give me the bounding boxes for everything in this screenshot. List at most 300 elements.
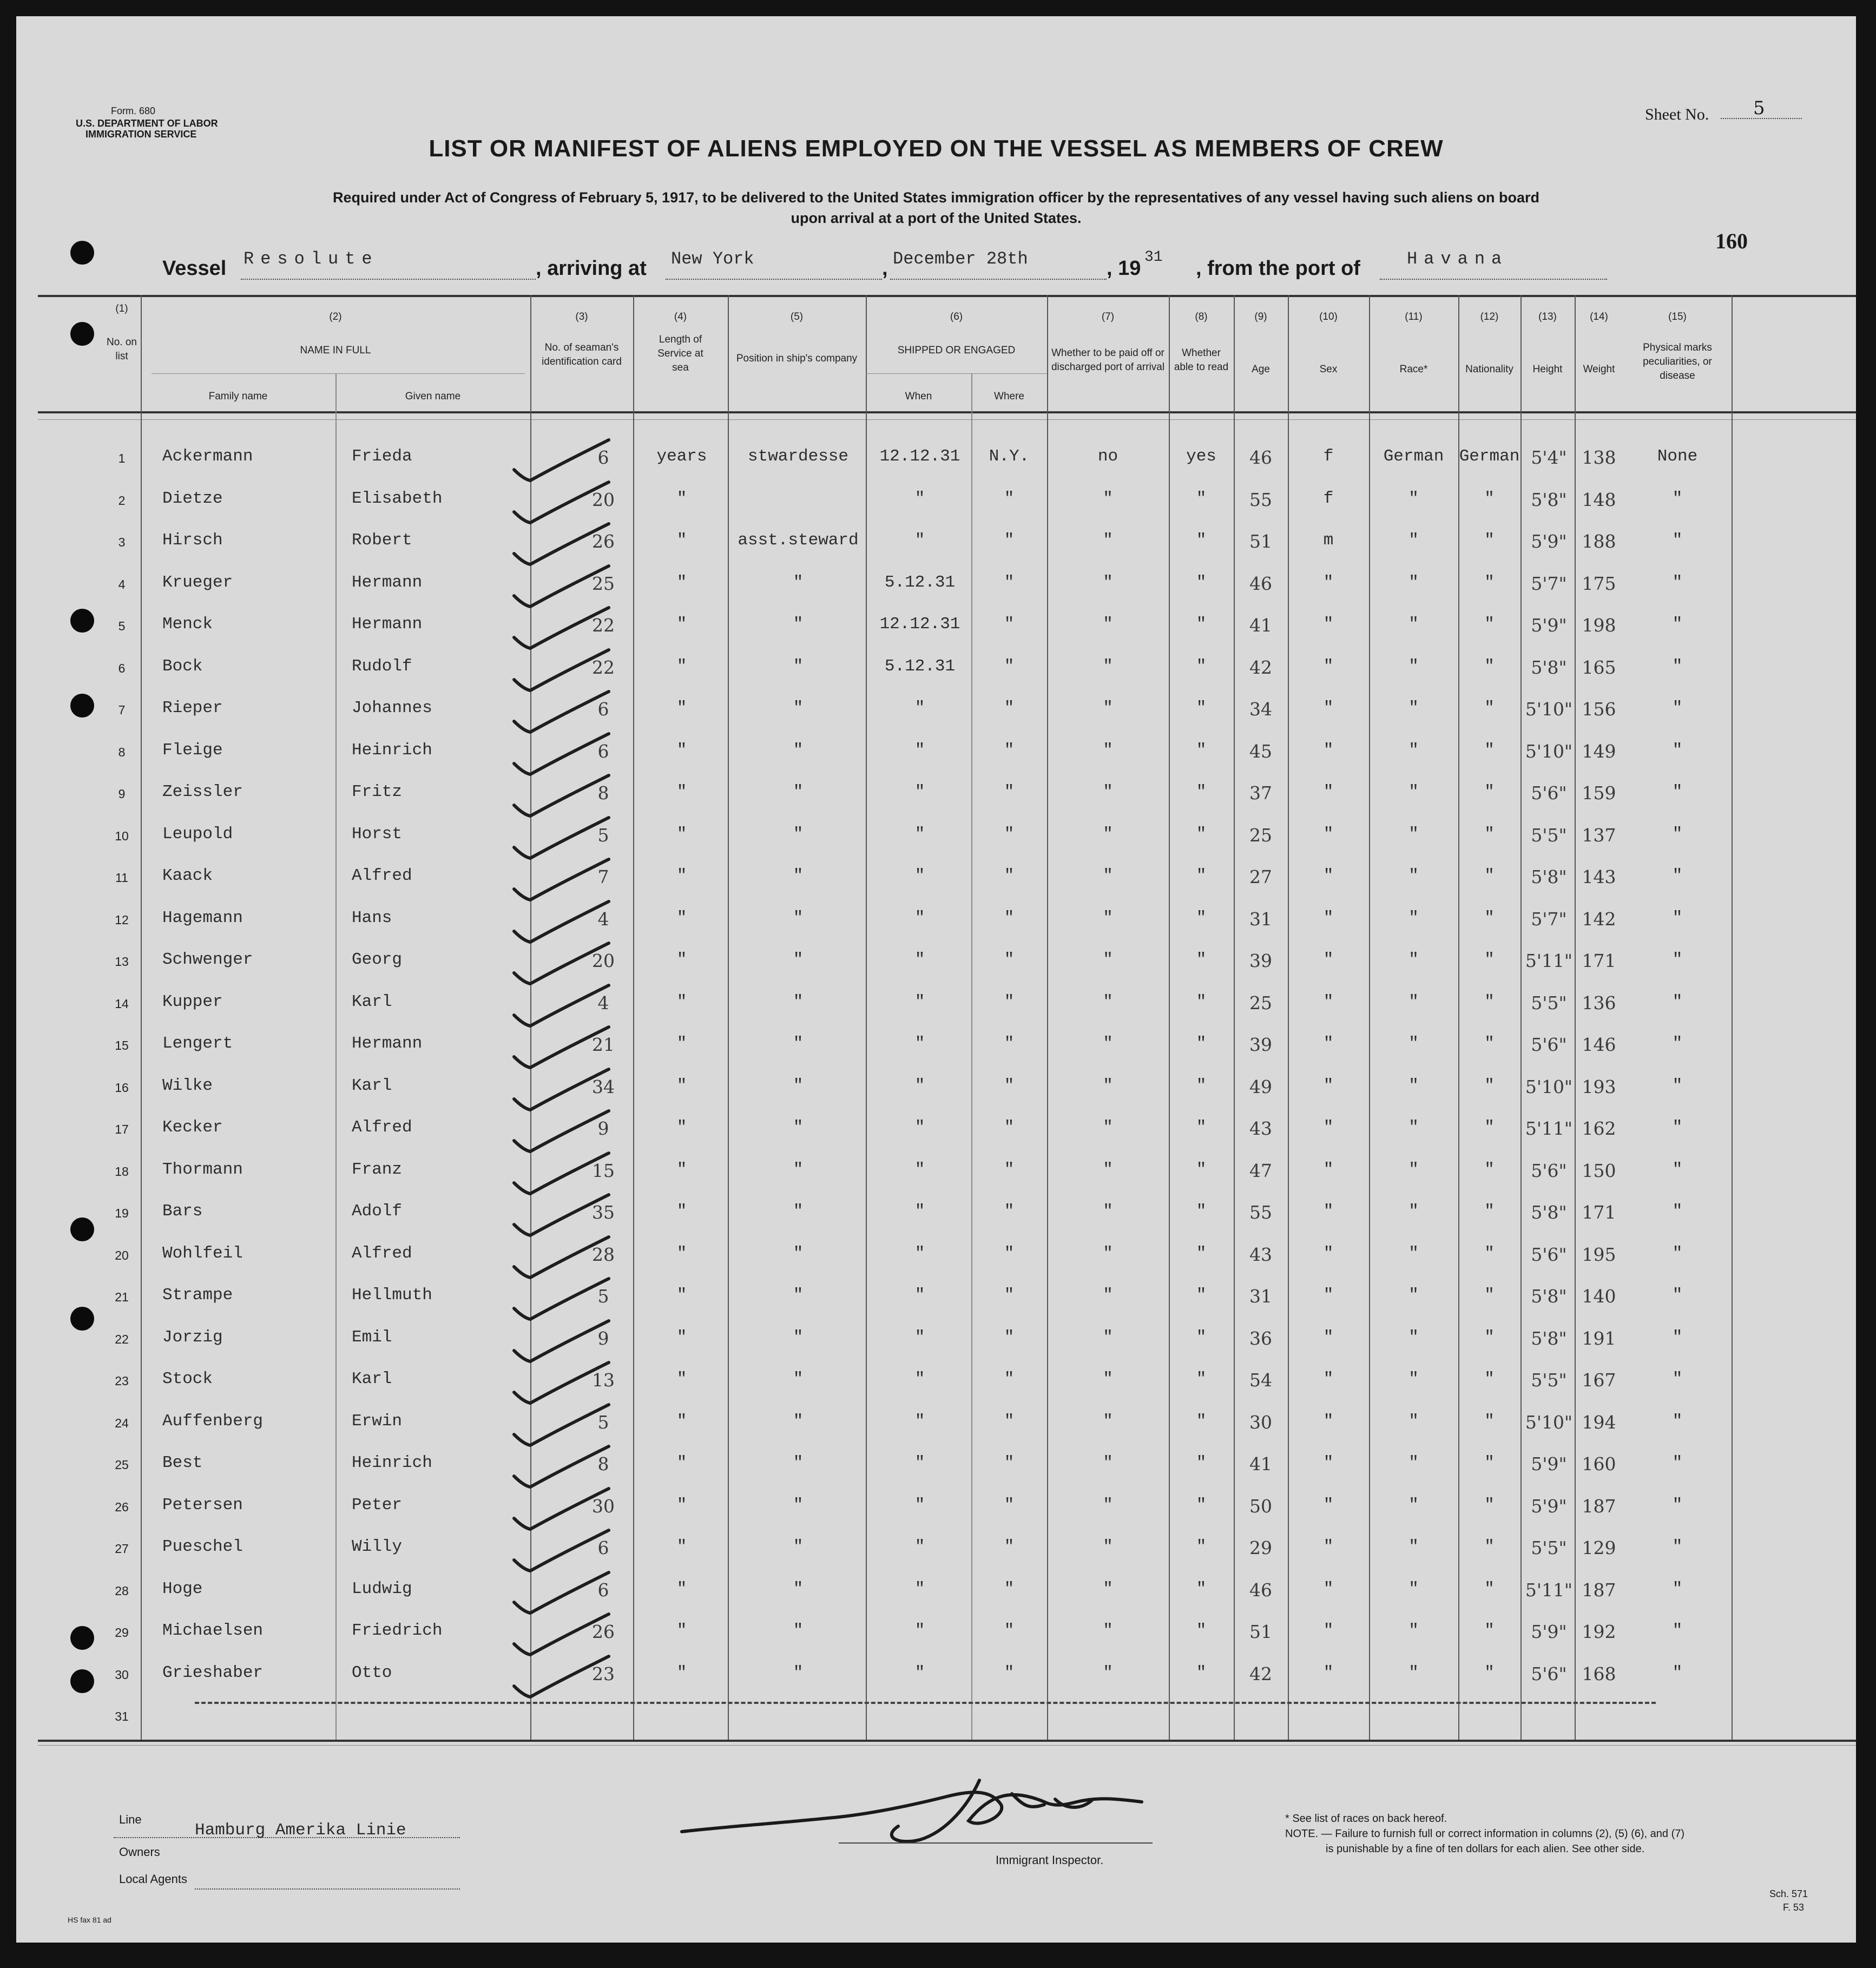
cell-marks: " [1672, 908, 1683, 927]
arrival-date: December 28th [893, 249, 1028, 269]
col-15-header: Physical marks peculiarities, or disease [1643, 342, 1712, 381]
cell-given: Hans [352, 908, 392, 927]
cell-nationality: " [1484, 572, 1495, 592]
vessel-label: Vessel [162, 257, 227, 280]
table-row [16, 611, 1856, 653]
cell-service: 5 [597, 1411, 609, 1433]
cell-read: " [1196, 740, 1207, 760]
cell-nationality: " [1484, 1076, 1495, 1095]
cell-paid-off: " [1103, 1160, 1113, 1179]
col-7-number: (7) [1101, 311, 1115, 322]
cell-sex: " [1323, 1202, 1334, 1221]
cell-height: 5'7" [1531, 908, 1567, 930]
cell-height: 5'6" [1531, 1160, 1567, 1181]
cell-height: 5'11" [1525, 1579, 1573, 1601]
cell-age: 31 [1249, 908, 1272, 930]
cell-service-unit: " [676, 782, 687, 801]
cell-nationality: " [1484, 1621, 1495, 1640]
cell-paid-off: " [1103, 1370, 1113, 1388]
agents-label: Local Agents [119, 1872, 187, 1886]
cell-sex: " [1323, 866, 1334, 885]
table-row [16, 863, 1856, 905]
cell-age: 43 [1249, 1243, 1272, 1265]
cell-age: 30 [1249, 1411, 1272, 1433]
cell-weight: 160 [1582, 1453, 1616, 1475]
cell-given: Horst [352, 824, 403, 844]
cell-position: " [793, 1118, 804, 1137]
table-row [16, 1031, 1856, 1072]
cell-service-unit: " [676, 1453, 687, 1472]
vessel-underline [241, 279, 536, 280]
table-double-rule [38, 1745, 1856, 1746]
line-label: Line [119, 1813, 142, 1826]
cell-service: 15 [592, 1160, 615, 1181]
cell-family: Wilke [162, 1076, 213, 1095]
cell-read: " [1196, 1370, 1207, 1388]
cell-paid-off: " [1103, 782, 1113, 801]
cell-nationality: " [1484, 1034, 1495, 1053]
cell-family: Stock [162, 1370, 213, 1388]
cell-when: " [914, 531, 925, 550]
cell-race: " [1408, 1243, 1419, 1263]
note-text-1: Failure to furnish full or correct information in columns (2), (5) (6), and (7) [1335, 1828, 1685, 1840]
cell-paid-off: " [1103, 908, 1113, 927]
cell-position: " [793, 1202, 804, 1221]
cell-read: " [1196, 1411, 1207, 1431]
cell-no: 9 [118, 787, 126, 801]
cell-position: asst.steward [738, 531, 859, 550]
year-prefix: , 19 [1107, 257, 1141, 280]
check-mark-icon [511, 1024, 620, 1073]
cell-position: " [793, 1453, 804, 1472]
cell-height: 5'6" [1531, 1034, 1567, 1055]
owners-label: Owners [119, 1845, 160, 1859]
cell-nationality: " [1484, 531, 1495, 550]
cell-height: 5'5" [1531, 1537, 1567, 1558]
cell-sex: " [1323, 1495, 1334, 1515]
cell-nationality: " [1484, 1286, 1495, 1305]
cell-service: 26 [592, 1621, 615, 1642]
col-1-header: No. on list [107, 337, 137, 362]
cell-no: 6 [118, 661, 126, 675]
cell-service: 35 [592, 1202, 615, 1223]
cell-weight: 142 [1582, 908, 1616, 930]
table-row [16, 1241, 1856, 1282]
cell-service: 5 [597, 1286, 609, 1307]
cell-height: 5'6" [1531, 782, 1567, 804]
cell-no: 23 [115, 1374, 129, 1388]
cell-sex: " [1323, 1286, 1334, 1305]
cell-service: 7 [597, 866, 609, 887]
cell-weight: 188 [1582, 531, 1616, 552]
cell-where: " [1004, 572, 1015, 592]
check-mark-icon [511, 647, 620, 696]
col-3-header: No. of seaman's identification card [542, 342, 622, 367]
cell-service: 6 [597, 1537, 609, 1558]
cell-where: " [1004, 1370, 1015, 1388]
cell-position: " [793, 1286, 804, 1305]
col-2-family-header: Family name [208, 391, 268, 402]
cell-nationality: " [1484, 866, 1495, 885]
check-mark-icon [511, 563, 620, 612]
cell-given: Ludwig [352, 1579, 412, 1598]
cell-where: " [1004, 908, 1015, 927]
cell-race: " [1408, 1411, 1419, 1431]
cell-marks: " [1672, 866, 1683, 885]
cell-no: 19 [115, 1206, 129, 1220]
agents-underline [195, 1888, 460, 1890]
table-row [16, 570, 1856, 611]
header-bottom-border [38, 411, 1856, 413]
cell-family: Krueger [162, 572, 233, 592]
check-mark-icon [511, 1318, 620, 1367]
cell-paid-off: " [1103, 1034, 1113, 1053]
cell-where: " [1004, 615, 1015, 634]
cell-nationality: " [1484, 1411, 1495, 1431]
cell-weight: 187 [1582, 1495, 1616, 1517]
cell-paid-off: " [1103, 1202, 1113, 1221]
cell-paid-off: " [1103, 824, 1113, 844]
sheet-label: Sheet No. [1645, 106, 1709, 123]
col-14-number: (14) [1590, 311, 1608, 322]
cell-height: 5'9" [1531, 615, 1567, 636]
cell-service: 20 [592, 950, 615, 971]
cell-family: Thormann [162, 1160, 243, 1179]
cell-service-unit: " [676, 950, 687, 969]
inspector-label: Immigrant Inspector. [996, 1853, 1104, 1867]
cell-family: Wohlfeil [162, 1243, 243, 1263]
cell-given: Karl [352, 1370, 392, 1388]
cell-paid-off: " [1103, 1495, 1113, 1515]
cell-where: " [1004, 740, 1015, 760]
table-row [16, 528, 1856, 569]
table-row [16, 1492, 1856, 1534]
cell-height: 5'8" [1531, 1327, 1567, 1349]
table-row [16, 695, 1856, 737]
cell-nationality: " [1484, 1579, 1495, 1598]
cell-family: Lengert [162, 1034, 233, 1053]
cell-weight: 168 [1582, 1663, 1616, 1684]
cell-family: Zeissler [162, 782, 243, 801]
inspector-signature [666, 1772, 1180, 1848]
check-mark-icon [511, 1611, 620, 1660]
cell-race: " [1408, 1370, 1419, 1388]
cell-service-unit: years [656, 447, 707, 466]
cell-given: Willy [352, 1537, 403, 1556]
cell-sex: " [1323, 1327, 1334, 1347]
check-mark-icon [511, 1067, 620, 1115]
cell-when: " [914, 1495, 925, 1515]
cell-height: 5'9" [1531, 531, 1567, 552]
cell-given: Otto [352, 1663, 392, 1682]
cell-service-unit: " [676, 1411, 687, 1431]
cell-paid-off: " [1103, 1663, 1113, 1682]
arriving-label: , arriving at [536, 257, 647, 280]
cell-where: " [1004, 1537, 1015, 1556]
col-12-header: Nationality [1465, 364, 1513, 375]
cell-family: Kecker [162, 1118, 223, 1137]
cell-marks: " [1672, 1453, 1683, 1472]
cell-age: 39 [1249, 1034, 1272, 1055]
from-port-label: , from the port of [1196, 257, 1360, 280]
cell-nationality: " [1484, 1495, 1495, 1515]
cell-marks: " [1672, 489, 1683, 508]
cell-given: Erwin [352, 1411, 403, 1431]
cell-family: Rieper [162, 699, 223, 718]
cell-marks: " [1672, 1621, 1683, 1640]
table-row [16, 1073, 1856, 1115]
table-row [16, 738, 1856, 779]
cell-height: 5'10" [1525, 1411, 1573, 1433]
cell-height: 5'8" [1531, 866, 1567, 887]
cell-sex: " [1323, 992, 1334, 1011]
cell-service: 8 [597, 1453, 609, 1475]
cell-service: 28 [592, 1243, 615, 1265]
table-row [16, 444, 1856, 485]
cell-read: " [1196, 615, 1207, 634]
cell-weight: 149 [1582, 740, 1616, 762]
cell-race: " [1408, 908, 1419, 927]
table-row [16, 905, 1856, 947]
cell-service-unit: " [676, 1663, 687, 1682]
cell-service: 6 [597, 740, 609, 762]
arriving-port: New York [671, 249, 754, 269]
cell-nationality: " [1484, 908, 1495, 927]
cell-when: " [914, 1243, 925, 1263]
cell-paid-off: " [1103, 531, 1113, 550]
col-15-number: (15) [1668, 311, 1687, 322]
cell-paid-off: " [1103, 656, 1113, 676]
cell-nationality: " [1484, 699, 1495, 718]
cell-weight: 143 [1582, 866, 1616, 887]
col-11-header: Race* [1399, 364, 1428, 375]
cell-given: Johannes [352, 699, 432, 718]
page-subtitle-2: upon arrival at a port of the United States. [791, 210, 1082, 226]
cell-age: 37 [1249, 782, 1272, 804]
col-6-when-header: When [905, 391, 932, 402]
cell-family: Petersen [162, 1495, 243, 1515]
cell-service-unit: " [676, 740, 687, 760]
cell-height: 5'10" [1525, 740, 1573, 762]
cell-no: 25 [115, 1458, 129, 1472]
cell-given: Rudolf [352, 656, 412, 676]
punch-hole [70, 241, 94, 265]
cell-when: " [914, 782, 925, 801]
cell-position: " [793, 1411, 804, 1431]
cell-read: " [1196, 824, 1207, 844]
cell-height: 5'9" [1531, 1621, 1567, 1642]
cell-service: 20 [592, 489, 615, 510]
cell-when: " [914, 1411, 925, 1431]
cell-sex: " [1323, 615, 1334, 634]
cell-marks: " [1672, 1202, 1683, 1221]
cell-position: " [793, 1579, 804, 1598]
cell-read: " [1196, 866, 1207, 885]
cell-age: 55 [1249, 1202, 1272, 1223]
cell-weight: 191 [1582, 1327, 1616, 1349]
cell-race: " [1408, 866, 1419, 885]
cell-marks: " [1672, 1579, 1683, 1598]
cell-given: Robert [352, 531, 412, 550]
cell-paid-off: " [1103, 1286, 1113, 1305]
cell-given: Friedrich [352, 1621, 443, 1640]
cell-weight: 148 [1582, 489, 1616, 510]
cell-position: " [793, 1663, 804, 1682]
cell-given: Fritz [352, 782, 403, 801]
cell-height: 5'10" [1525, 1076, 1573, 1097]
cell-service-unit: " [676, 1579, 687, 1598]
col-13-number: (13) [1538, 311, 1557, 322]
cell-where: " [1004, 992, 1015, 1011]
cell-no: 29 [115, 1625, 129, 1640]
cell-position: " [793, 1076, 804, 1095]
cell-sex: " [1323, 1579, 1334, 1598]
cell-nationality: German [1459, 447, 1520, 466]
cell-read: " [1196, 1202, 1207, 1221]
cell-when: " [914, 824, 925, 844]
cell-no: 10 [115, 828, 129, 843]
cell-family: Bock [162, 656, 203, 676]
cell-race: " [1408, 1621, 1419, 1640]
cell-paid-off: " [1103, 615, 1113, 634]
col-4-number: (4) [674, 311, 687, 322]
cell-service-unit: " [676, 1621, 687, 1640]
cell-sex: " [1323, 1160, 1334, 1179]
cell-when: 5.12.31 [884, 572, 956, 592]
cell-service-unit: " [676, 656, 687, 676]
cell-race: " [1408, 1034, 1419, 1053]
cell-age: 34 [1249, 699, 1272, 720]
cell-family: Hirsch [162, 531, 223, 550]
schedule-number: Sch. 571 [1769, 1888, 1808, 1899]
cell-height: 5'11" [1525, 950, 1573, 971]
cell-marks: " [1672, 1537, 1683, 1556]
cell-nationality: " [1484, 824, 1495, 844]
cell-height: 5'6" [1531, 1243, 1567, 1265]
cell-where: N.Y. [989, 447, 1030, 466]
cell-given: Hermann [352, 1034, 423, 1053]
cell-where: " [1004, 866, 1015, 885]
cell-height: 5'5" [1531, 992, 1567, 1013]
cell-race: " [1408, 1118, 1419, 1137]
cell-service-unit: " [676, 1537, 687, 1556]
cell-nationality: " [1484, 1160, 1495, 1179]
cell-family: Leupold [162, 824, 233, 844]
cell-no: 5 [118, 619, 126, 633]
year-suffix: 31 [1144, 249, 1163, 266]
col-10-number: (10) [1319, 311, 1338, 322]
col-6-header: SHIPPED OR ENGAGED [897, 345, 1016, 356]
cell-position: " [793, 1327, 804, 1347]
cell-given: Hermann [352, 572, 423, 592]
arriving-underline [666, 279, 882, 280]
cell-weight: 138 [1582, 447, 1616, 468]
cell-where: " [1004, 1495, 1015, 1515]
cell-service-unit: " [676, 1202, 687, 1221]
cell-race: German [1383, 447, 1444, 466]
check-mark-icon [511, 1402, 620, 1451]
cell-weight: 195 [1582, 1243, 1616, 1265]
cell-weight: 137 [1582, 824, 1616, 846]
cell-paid-off: " [1103, 740, 1113, 760]
table-row [16, 989, 1856, 1031]
cell-weight: 194 [1582, 1411, 1616, 1433]
cell-sex: " [1323, 699, 1334, 718]
cell-no: 15 [115, 1038, 129, 1052]
cell-family: Menck [162, 615, 213, 634]
cell-marks: None [1657, 447, 1698, 466]
col-4-header: Length of Service at sea [657, 334, 703, 373]
cell-age: 46 [1249, 572, 1272, 594]
cell-family: Bars [162, 1202, 203, 1221]
cell-where: " [1004, 1663, 1015, 1682]
cell-service-unit: " [676, 992, 687, 1011]
table-row [16, 1115, 1856, 1156]
cell-height: 5'5" [1531, 824, 1567, 846]
cell-age: 46 [1249, 447, 1272, 468]
cell-position: " [793, 1621, 804, 1640]
races-note: * See list of races on back hereof. [1285, 1813, 1447, 1825]
table-row [16, 1660, 1856, 1702]
cell-height: 5'9" [1531, 1495, 1567, 1517]
check-mark-icon [511, 899, 620, 947]
cell-age: 50 [1249, 1495, 1272, 1517]
cell-marks: " [1672, 950, 1683, 969]
cell-where: " [1004, 782, 1015, 801]
cell-position: " [793, 908, 804, 927]
cell-service-unit: " [676, 1118, 687, 1137]
cell-given: Adolf [352, 1202, 403, 1221]
cell-service-unit: " [676, 1495, 687, 1515]
cell-when: " [914, 992, 925, 1011]
cell-sex: " [1323, 1370, 1334, 1388]
check-mark-icon [511, 437, 620, 486]
cell-no: 14 [115, 996, 129, 1011]
cell-paid-off: no [1097, 447, 1118, 466]
cell-sex: " [1323, 572, 1334, 592]
owners-value: Hamburg Amerika Linie [195, 1821, 406, 1840]
cell-sex: f [1323, 489, 1334, 508]
header-double-rule [38, 419, 1856, 420]
cell-given: Karl [352, 992, 392, 1011]
cell-height: 5'8" [1531, 1286, 1567, 1307]
cell-paid-off: " [1103, 1327, 1113, 1347]
cell-race: " [1408, 1076, 1419, 1095]
cell-when: " [914, 1370, 925, 1388]
cell-no: 22 [115, 1332, 129, 1346]
col-8-header: Whether able to read [1174, 347, 1229, 373]
cell-given: Franz [352, 1160, 403, 1179]
cell-service: 13 [592, 1370, 615, 1391]
cell-family: Best [162, 1453, 203, 1472]
cell-sex: " [1323, 1076, 1334, 1095]
cell-paid-off: " [1103, 1411, 1113, 1431]
cell-race: " [1408, 950, 1419, 969]
table-row [16, 1534, 1856, 1576]
table-row [16, 1157, 1856, 1199]
cell-when: " [914, 1202, 925, 1221]
cell-position: " [793, 1537, 804, 1556]
cell-sex: " [1323, 1663, 1334, 1682]
cell-when: " [914, 908, 925, 927]
col-6-number: (6) [950, 311, 963, 322]
check-mark-icon [511, 1360, 620, 1408]
cell-when: " [914, 489, 925, 508]
check-mark-icon [511, 940, 620, 989]
cell-service-unit: " [676, 1286, 687, 1305]
col-3-number: (3) [575, 311, 588, 322]
cell-height: 5'8" [1531, 1202, 1567, 1223]
